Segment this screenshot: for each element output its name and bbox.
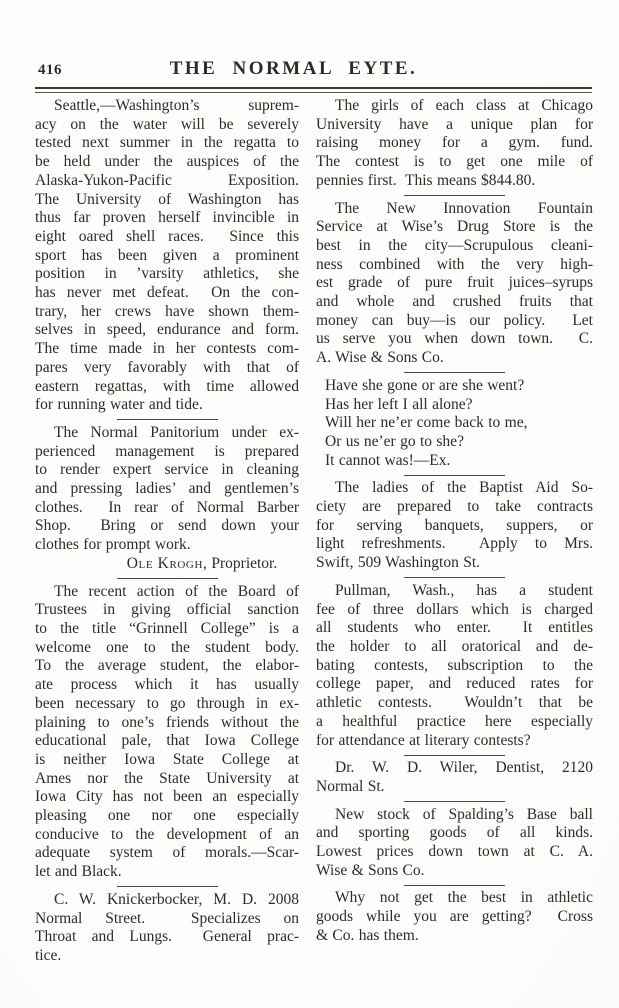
signature-line	[35, 555, 299, 574]
divider-rule	[117, 886, 218, 887]
right-column	[316, 97, 593, 946]
signature-name: Ole Krogh,	[126, 554, 208, 572]
divider-rule	[404, 475, 505, 476]
text-line: The contest is to get one mile of	[316, 153, 593, 171]
header-double-rule	[35, 87, 592, 93]
text-line: perienced management is prepared	[35, 442, 299, 460]
text-line: all students who enter. It entitles	[316, 619, 593, 637]
text-line: Will her ne’er come back to me,	[325, 414, 528, 432]
page-number: 416	[38, 62, 62, 78]
text-line: pares very favorably with that of	[35, 358, 299, 376]
text-line: welcome one to the student body.	[35, 638, 299, 656]
text-line: money can buy—is our policy. Let	[316, 311, 593, 329]
text-line: adequate system of morals.—Scar-	[35, 844, 299, 862]
text-line: position in ’varsity athletics, she	[35, 265, 299, 283]
journal-title: THE NORMAL EYTE.	[169, 58, 418, 79]
text-line: best in the city—Scrupulous cleani-	[316, 236, 593, 254]
paragraph	[316, 479, 593, 573]
text-line: eight oared shell races. Since this	[35, 227, 299, 245]
text-columns	[35, 97, 593, 966]
left-column	[35, 97, 299, 966]
text-line: Normal Street. Specializes on	[35, 909, 299, 927]
text-line: Have she gone or are she went?	[325, 376, 525, 394]
text-line: New stock of Spalding’s Base ball	[335, 805, 593, 823]
text-line: goods while you are getting? Cross	[316, 908, 593, 926]
divider-rule	[404, 801, 505, 802]
text-line: bating contests, subscription to the	[316, 656, 593, 674]
divider-rule	[404, 372, 505, 373]
paragraph	[35, 97, 299, 415]
text-line: been necessary to go through in ex-	[35, 694, 299, 712]
divider-rule	[117, 578, 218, 579]
text-line: est grade of pure fruit juices–syrups	[316, 274, 593, 292]
text-line: Or us ne’er go to she?	[325, 432, 464, 450]
text-line: The ladies of the Baptist Aid So-	[335, 479, 593, 497]
text-line: Trustees in giving official sanction	[35, 601, 299, 619]
paragraph	[316, 200, 593, 368]
text-line: Normal St.	[316, 777, 385, 795]
text-line: pleasing one nor one especially	[35, 807, 299, 825]
divider-rule	[117, 419, 218, 420]
paragraph	[316, 806, 593, 881]
text-line: C. W. Knickerbocker, M. D. 2008	[54, 890, 299, 908]
text-line: A. Wise & Sons Co.	[316, 349, 444, 367]
text-line: a healthful practice here especially	[316, 712, 593, 730]
text-line: athletic contests. Wouldn’t that be	[316, 694, 593, 712]
text-line: plaining to one’s friends without the	[35, 713, 299, 731]
text-line: Has her left I all alone?	[325, 395, 473, 413]
text-line: It cannot was!—Ex.	[325, 451, 451, 469]
text-line: & Co. has them.	[316, 926, 419, 944]
text-line: Iowa City has not been an especially	[35, 788, 299, 806]
text-line: pennies first. This means $844.80.	[316, 171, 536, 189]
text-line: to render expert service in cleaning	[35, 461, 299, 479]
text-line: Seattle,—Washington’s suprem-	[54, 97, 299, 114]
text-line: The recent action of the Board of	[54, 582, 299, 600]
text-line: tice.	[35, 946, 62, 964]
text-line: Pullman, Wash., has a student	[335, 581, 593, 599]
text-line: tested next summer in the regatta to	[35, 134, 299, 152]
text-line: light refreshments. Apply to Mrs.	[316, 535, 593, 553]
text-line: fee of three dollars which is charged	[316, 600, 593, 618]
text-line: the holder to all oratorical and de-	[316, 637, 593, 655]
text-line: college paper, and reduced rates for	[316, 675, 593, 693]
verse-block	[316, 377, 593, 471]
text-line: sport has been given a prominent	[35, 246, 299, 264]
divider-rule	[404, 195, 505, 196]
text-line: The University of Washington has	[35, 190, 299, 208]
divider-rule	[404, 577, 505, 578]
text-line: conducive to the development of an	[35, 825, 299, 843]
text-line: The girls of each class at Chicago	[335, 97, 593, 114]
text-line: to the title “Grinnell College” is a	[35, 619, 299, 637]
text-line: acy on the water will be severely	[35, 115, 299, 133]
text-line: has never met defeat. On the con-	[35, 284, 299, 302]
text-line: Service at Wise’s Drug Store is the	[316, 218, 593, 236]
text-line: To the average student, the elabor-	[35, 657, 299, 675]
paragraph	[316, 582, 593, 750]
text-line: ate process which it has usually	[35, 676, 299, 694]
text-line: The New Innovation Fountain	[335, 199, 593, 217]
text-line: Dr. W. D. Wiler, Dentist, 2120	[335, 759, 593, 777]
text-line: The time made in her contests com-	[35, 340, 299, 358]
text-line: for serving banquets, suppers, or	[316, 516, 593, 534]
divider-rule	[404, 885, 505, 886]
text-line: eastern regattas, with time allowed	[35, 377, 299, 395]
text-line: The Normal Panitorium under ex-	[54, 423, 299, 441]
text-line: Alaska-Yukon-Pacific Exposition.	[35, 171, 299, 189]
paragraph	[316, 97, 593, 191]
paragraph	[35, 424, 299, 555]
text-line: Wise & Sons Co.	[316, 861, 425, 879]
text-line: Throat and Lungs. General prac-	[35, 928, 299, 946]
text-line: trary, her crews have shown them-	[35, 302, 299, 320]
text-line: Lowest prices down town at C. A.	[316, 843, 593, 861]
paragraph	[35, 583, 299, 882]
text-line: clothes. In rear of Normal Barber	[35, 498, 299, 516]
text-line: raising money for a gym. fund.	[316, 134, 593, 152]
text-line: University have a unique plan for	[316, 115, 593, 133]
text-line: ness combined with the very high-	[316, 255, 593, 273]
signature-title: Proprietor.	[207, 554, 278, 572]
text-line: be held under the auspices of the	[35, 153, 299, 171]
text-line: and pressing ladies’ and gentlemen’s	[35, 480, 299, 498]
paragraph	[35, 891, 299, 966]
page-header	[35, 0, 592, 97]
text-line: and sporting goods of all kinds.	[316, 824, 593, 842]
text-line: for attendance at literary contests?	[316, 731, 531, 749]
text-line: ciety are prepared to take contracts	[316, 498, 593, 516]
paragraph	[316, 889, 593, 945]
text-line: Swift, 509 Washington St.	[316, 554, 481, 572]
text-line: let and Black.	[35, 863, 122, 881]
text-line: thus far proven herself invincible in	[35, 209, 299, 227]
text-line: clothes for prompt work.	[35, 536, 191, 554]
divider-rule	[404, 755, 505, 756]
text-line: for running water and tide.	[35, 396, 203, 414]
text-line: selves in speed, endurance and form.	[35, 321, 299, 339]
text-line: educational pale, that Iowa College	[35, 732, 299, 750]
text-line: Ames nor the State University at	[35, 769, 299, 787]
text-line: is neither Iowa State College at	[35, 750, 299, 768]
text-line: and whole and crushed fruits that	[316, 293, 593, 311]
paragraph	[316, 759, 593, 796]
text-line: us serve you when down town. C.	[316, 330, 593, 348]
text-line: Shop. Bring or send down your	[35, 517, 299, 535]
text-line: Why not get the best in athletic	[335, 889, 593, 907]
